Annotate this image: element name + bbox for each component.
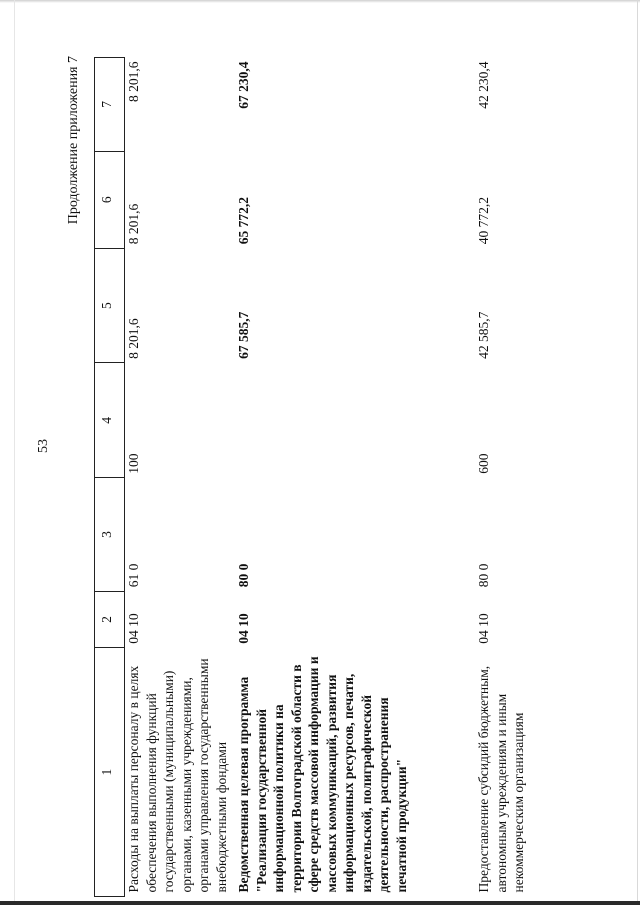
row-value-col7: 67 230,4 — [236, 61, 251, 109]
column-header-5: 5 — [95, 248, 125, 363]
row-value-col5: 42 585,7 — [476, 311, 491, 359]
row-section-code: 04 10 — [236, 613, 251, 644]
appendix-table — [94, 57, 549, 897]
row-value-col7: 42 230,4 — [476, 61, 491, 109]
page-number: 53 — [36, 439, 51, 453]
row-name: Расходы на выплаты персоналу в целях обеспечения выполнения функций государственными (муниципальными) органами, казенными учреждениями, органами управления государственными внебюджетными фондами — [126, 658, 229, 893]
row-value-col6: 40 772,2 — [476, 197, 491, 245]
column-header-2: 2 — [95, 591, 125, 647]
appendix-continuation-label: Продолжение приложения 7 — [66, 56, 81, 225]
column-header-3: 3 — [95, 478, 125, 591]
row-name: Предоставление субсидий бюджетным, автономным учреждениям и иным некоммерческим организациям — [476, 665, 527, 893]
row-value-col6: 8 201,6 — [126, 203, 141, 245]
row-expense-type — [235, 363, 475, 478]
row-value-col6: 65 772,2 — [236, 197, 251, 245]
row-section-code: 04 10 — [126, 613, 141, 644]
row-target-code: 61 0 — [126, 563, 141, 588]
column-header-6: 6 — [95, 151, 125, 248]
table-row — [475, 58, 549, 897]
column-header-7: 7 — [95, 58, 125, 152]
row-expense-type: 100 — [126, 453, 141, 474]
column-header-4: 4 — [95, 363, 125, 478]
row-value-col5: 8 201,6 — [126, 318, 141, 359]
row-value-col5: 67 585,7 — [236, 311, 251, 359]
table-row — [125, 58, 236, 897]
row-target-code: 80 0 — [476, 563, 491, 588]
column-header-1: 1 — [95, 648, 125, 897]
row-section-code: 04 10 — [476, 613, 491, 644]
row-name: Ведомственная целевая программа "Реализация государственной информационной политики на территории Волгоградской области в сфере средств массовой информации и массовых коммуникаций, развития информационных ресурсов, печати, издательской, полиграфической деятельности, распространения печатной продукции" — [236, 656, 409, 893]
row-expense-type: 600 — [476, 453, 491, 474]
table-row — [235, 58, 475, 897]
row-value-col7: 8 201,6 — [126, 61, 141, 102]
table-header-row — [95, 58, 125, 897]
row-target-code: 80 0 — [236, 563, 251, 588]
